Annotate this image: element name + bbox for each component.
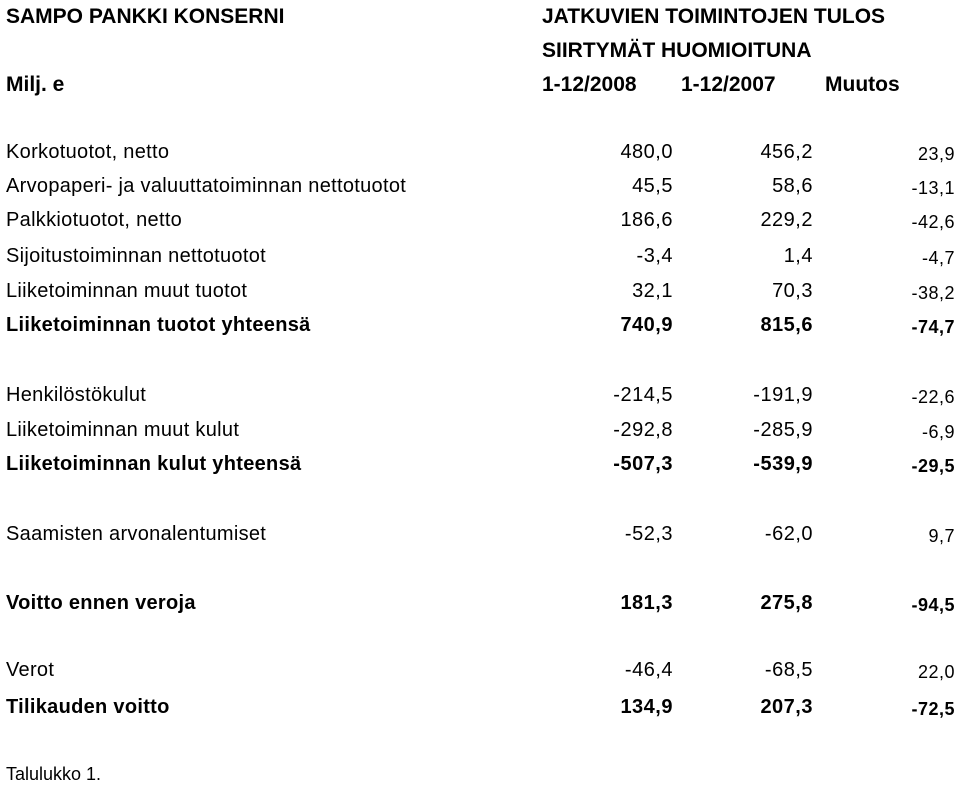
row-label: Liiketoiminnan muut tuotot xyxy=(6,280,248,302)
row-value-change: -29,5 xyxy=(911,456,955,476)
row-value-2007: -62,0 xyxy=(764,523,813,545)
row-value-2007: 58,6 xyxy=(772,175,813,197)
row-value-2007: -191,9 xyxy=(753,384,813,406)
row-value-2008: -507,3 xyxy=(613,453,673,475)
row-value-change: 23,9 xyxy=(917,144,955,164)
row-label: Korkotuotot, netto xyxy=(6,141,170,163)
row-value-2008: -214,5 xyxy=(613,384,673,406)
row-label: Sijoitustoiminnan nettotuotot xyxy=(6,245,266,267)
row-value-change: 9,7 xyxy=(928,526,955,546)
row-value-2008: 32,1 xyxy=(632,280,673,302)
row-label: Tilikauden voitto xyxy=(6,696,170,718)
row-value-change: -4,7 xyxy=(921,248,955,268)
row-value-2007: 70,3 xyxy=(772,280,813,302)
row-label: Saamisten arvonalentumiset xyxy=(6,523,267,545)
row-label: Liiketoiminnan tuotot yhteensä xyxy=(6,314,311,336)
row-label: Arvopaperi- ja valuuttatoiminnan nettotuotot xyxy=(6,175,407,197)
row-value-2008: 740,9 xyxy=(620,314,673,336)
row-value-2007: 456,2 xyxy=(760,141,813,163)
row-value-2007: -68,5 xyxy=(764,659,813,681)
row-value-change: -13,1 xyxy=(911,178,955,198)
row-value-2008: 181,3 xyxy=(620,592,673,614)
unit-label: Milj. e xyxy=(6,73,65,96)
row-value-2008: -3,4 xyxy=(636,245,673,267)
report-title-line1: JATKUVIEN TOIMINTOJEN TULOS xyxy=(542,5,886,28)
table-caption: Talulukko 1. xyxy=(6,764,102,784)
row-value-change: -74,7 xyxy=(911,317,955,337)
column-header-2008: 1-12/2008 xyxy=(542,73,637,96)
row-label: Liiketoiminnan kulut yhteensä xyxy=(6,453,302,475)
row-value-2008: 134,9 xyxy=(620,696,673,718)
row-value-2008: 480,0 xyxy=(620,141,673,163)
row-label: Palkkiotuotot, netto xyxy=(6,209,183,231)
row-label: Verot xyxy=(6,659,55,681)
row-value-change: -94,5 xyxy=(911,595,955,615)
row-label: Voitto ennen veroja xyxy=(6,592,196,614)
row-value-2007: 815,6 xyxy=(760,314,813,336)
report-title-line2: SIIRTYMÄT HUOMIOITUNA xyxy=(542,39,812,62)
column-header-2007: 1-12/2007 xyxy=(681,73,776,96)
row-value-2007: -539,9 xyxy=(753,453,813,475)
row-value-2007: 275,8 xyxy=(760,592,813,614)
company-name: SAMPO PANKKI KONSERNI xyxy=(6,5,285,28)
row-value-change: -38,2 xyxy=(911,283,955,303)
row-value-2008: -46,4 xyxy=(624,659,673,681)
row-value-2008: 186,6 xyxy=(620,209,673,231)
row-value-2007: 229,2 xyxy=(760,209,813,231)
row-value-change: -22,6 xyxy=(911,387,955,407)
row-value-change: -72,5 xyxy=(911,699,955,719)
row-value-change: 22,0 xyxy=(917,662,955,682)
row-label: Henkilöstökulut xyxy=(6,384,147,406)
row-label: Liiketoiminnan muut kulut xyxy=(6,419,240,441)
row-value-change: -6,9 xyxy=(921,422,955,442)
row-value-2008: 45,5 xyxy=(632,175,673,197)
row-value-2008: -292,8 xyxy=(613,419,673,441)
column-header-change: Muutos xyxy=(825,73,900,96)
row-value-2008: -52,3 xyxy=(624,523,673,545)
row-value-2007: 207,3 xyxy=(760,696,813,718)
row-value-2007: -285,9 xyxy=(753,419,813,441)
row-value-2007: 1,4 xyxy=(783,245,813,267)
row-value-change: -42,6 xyxy=(911,212,955,232)
